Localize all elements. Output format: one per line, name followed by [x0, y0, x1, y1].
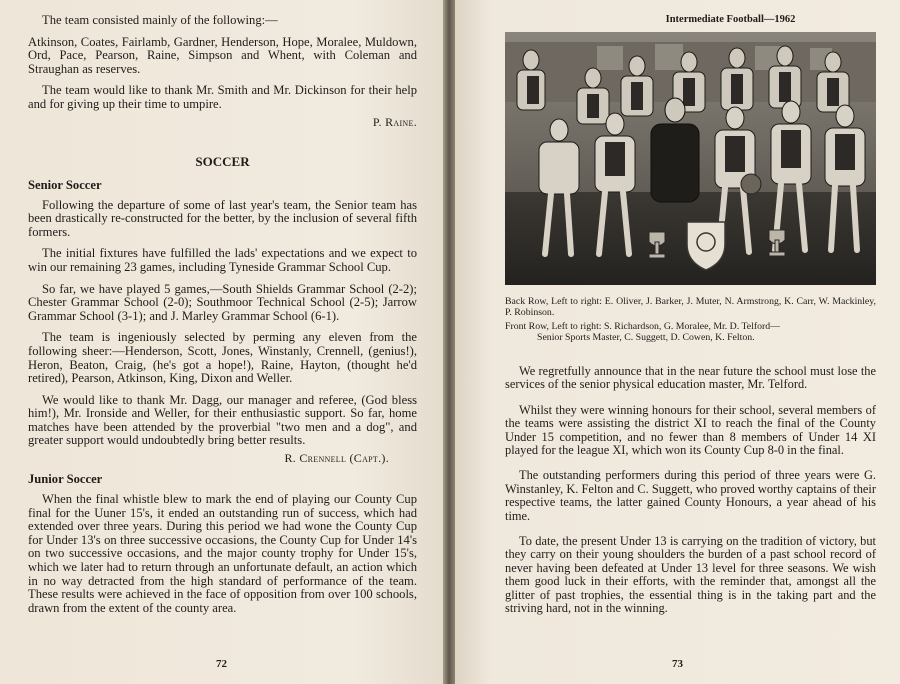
senior-paragraph-1: Following the departure of some of last year's team, the Senior team has been drastically re-constructed for the better, by the inclusion of several fifth formers.	[28, 197, 417, 239]
senior-soccer-heading: Senior Soccer	[28, 177, 102, 192]
senior-paragraph-3: So far, we have played 5 games,—South Shields Grammar School (2-2); Chester Grammar School (2-0); Southmoor Technical School (2-5); Jarrow Grammar School (3-1); and J. Marley Grammar School (6-1).	[28, 281, 417, 323]
junior-soccer-heading: Junior Soccer	[28, 472, 103, 487]
senior-paragraph-5: We would like to thank Mr. Dagg, our manager and referee, (God bless him!), Mr. Ironside and Weller, for their enthusiastic support. So far, home matches have been attended by the proverbial "two men and a dog", and greater support would undoubtedly bring better results.	[28, 392, 417, 448]
team-photograph	[505, 32, 876, 285]
right-paragraph-4: To date, the present Under 13 is carrying on the tradition of victory, but they carry on their young shoulders the burden of a past school record of never having been defeated at Under 13 level for three seasons. We wish them good luck in their efforts, with the reminder that, amongst all the glitter of past trophies, the essential thing is in the taking part and the striving hard, not in the winning.	[505, 534, 876, 616]
signature-raine: P. Raine.	[372, 114, 417, 129]
football-icon	[741, 174, 761, 194]
page-number-left: 72	[216, 658, 227, 670]
caption-front-row-line2: Senior Sports Master, C. Suggett, D. Cowen, K. Felton.	[537, 332, 755, 343]
running-head: Intermediate Football—1962	[665, 14, 796, 25]
caption-front-row-line1: Front Row, Left to right: S. Richardson, G. Moralee, Mr. D. Telford—	[505, 321, 780, 332]
junior-paragraph-1: When the final whistle blew to mark the end of playing our County Cup final for the Uuner 15's, it ended an outstanding run of success, which had extended over three years. During this period we had wone the County Cup for Under 13's on three successive occasions, the County Cup for Under 14's on two successive occasions, and the major county trophy for Under 15's, which we later had to return through an unfortunate default, an action which in no way detracted from the high standard of performance of the team. These results were achieved in the face of opposition from over 100 schools, drawn from the extent of the county area.	[28, 492, 417, 615]
umpire-thanks: The team would like to thank Mr. Smith and Mr. Dickinson for their help and for giving up their time to umpire.	[28, 83, 417, 111]
senior-paragraph-4: The team is ingeniously selected by perming any eleven from the following sheer:—Henderson, Scott, Jones, Winstanly, Crennell, (genius!), Heron, Beaton, Craig, (he's got a hope!), Raine, Hayton, (thought he'd retired), Pearson, Atkinson, King, Dixon and Weller.	[28, 330, 417, 386]
right-page	[455, 0, 900, 684]
soccer-heading: SOCCER	[195, 153, 250, 169]
signature-crennell: R. Crennell (Capt.).	[284, 451, 389, 466]
right-paragraph-3: The outstanding performers during this period of three years were G. Winstanley, K. Felton and C. Suggett, who proved worthy captains of their respective teams, the latter gained County Honours, a year ahead of his time.	[505, 468, 876, 523]
caption-back-row: Back Row, Left to right: E. Oliver, J. Barker, J. Muter, N. Armstrong, K. Carr, W. Mackinley, P. Robinson.	[505, 296, 876, 318]
team-photo-illustration	[505, 32, 876, 285]
team-intro: The team consisted mainly of the following:—	[42, 13, 278, 27]
left-page	[0, 0, 443, 684]
right-paragraph-1: We regretfully announce that in the near future the school must lose the services of the senior physical education master, Mr. Telford.	[505, 364, 876, 392]
book-gutter	[443, 0, 455, 684]
page-number-right: 73	[672, 658, 683, 670]
caption-front-row	[505, 321, 876, 343]
team-list: Atkinson, Coates, Fairlamb, Gardner, Henderson, Hope, Moralee, Muldown, Ord, Pace, Pearson, Raine, Simpson and Whent, with Coleman and Straughan as reserves.	[28, 34, 417, 76]
right-paragraph-2: Whilst they were winning honours for their school, several members of the teams were assisting the district XI to reach the final of the County Under 15 competition, and no fewer than 8 members of Under 14 XI played for the league XI, which won its County Cup 8-0 in the final.	[505, 402, 876, 458]
senior-paragraph-2: The initial fixtures have fulfilled the lads' expectations and we expect to win our remaining 23 games, including Tyneside Grammar School Cup.	[28, 246, 417, 274]
